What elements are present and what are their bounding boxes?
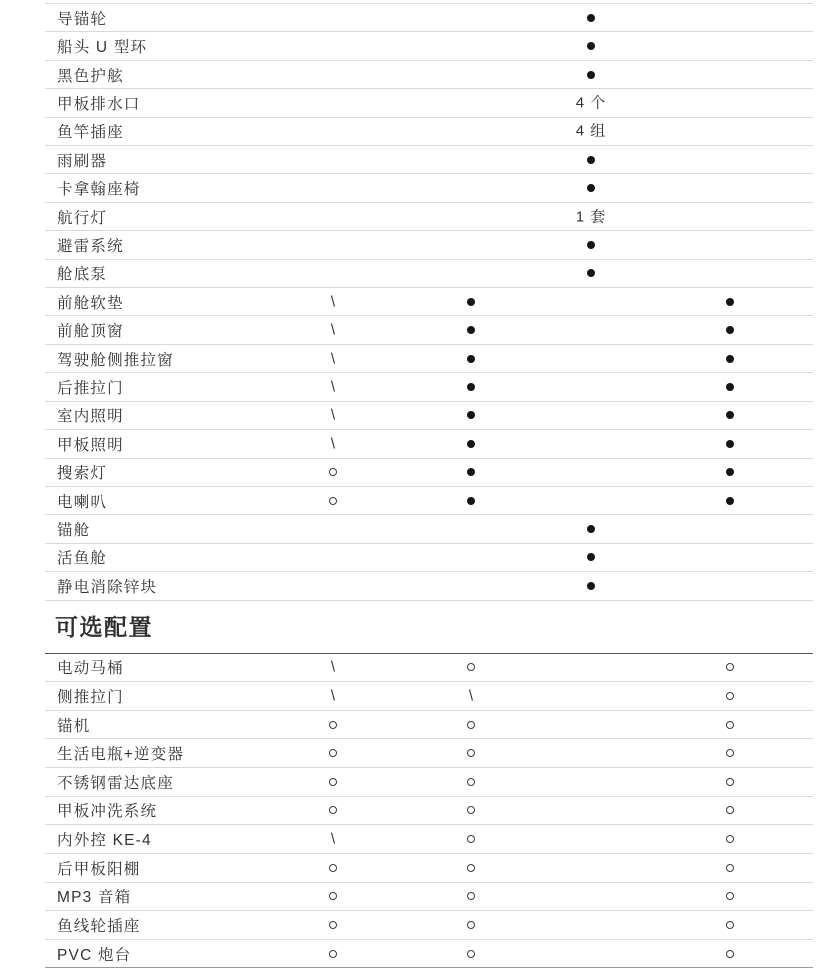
hollow-circle-icon <box>726 806 734 814</box>
filled-dot-icon <box>467 298 475 306</box>
item-label: 电动马桶 <box>57 660 124 678</box>
hollow-circle-icon <box>467 778 475 786</box>
item-label: 甲板排水口 <box>57 95 141 113</box>
hollow-circle-icon <box>467 749 475 757</box>
optional-config-table <box>45 653 813 969</box>
table-row <box>45 32 813 60</box>
spec-sheet <box>45 3 813 968</box>
quantity-value: 4 组 <box>575 122 607 140</box>
item-label: 后推拉门 <box>57 379 124 397</box>
table-row <box>45 515 813 543</box>
hollow-circle-icon <box>726 921 734 929</box>
slash-mark: \ <box>468 687 474 705</box>
filled-dot-icon <box>726 440 734 448</box>
slash-mark: \ <box>330 687 336 705</box>
table-row <box>45 459 813 487</box>
item-label: 后甲板阳棚 <box>57 860 141 878</box>
filled-dot-icon <box>726 468 734 476</box>
filled-dot-icon <box>726 383 734 391</box>
table-row <box>45 288 813 316</box>
item-label: 航行灯 <box>57 209 108 227</box>
table-row <box>45 768 813 797</box>
table-row <box>45 711 813 740</box>
item-label: 鱼竿插座 <box>57 124 124 142</box>
filled-dot-icon <box>467 440 475 448</box>
hollow-circle-icon <box>467 721 475 729</box>
table-row <box>45 61 813 89</box>
hollow-circle-icon <box>329 892 337 900</box>
filled-dot-icon <box>726 298 734 306</box>
quantity-value: 1 套 <box>575 208 607 226</box>
table-row <box>45 797 813 826</box>
filled-dot-icon <box>587 553 595 561</box>
table-row <box>45 940 813 969</box>
filled-dot-icon <box>587 42 595 50</box>
filled-dot-icon <box>587 184 595 192</box>
slash-mark: \ <box>330 350 336 368</box>
slash-mark: \ <box>330 321 336 339</box>
table-row <box>45 883 813 912</box>
item-label: 驾驶舱侧推拉窗 <box>57 351 174 369</box>
table-row <box>45 402 813 430</box>
item-label: 黑色护舷 <box>57 67 124 85</box>
item-label: 导锚轮 <box>57 10 108 28</box>
hollow-circle-icon <box>726 692 734 700</box>
item-label: 鱼线轮插座 <box>57 917 141 935</box>
table-row <box>45 572 813 600</box>
hollow-circle-icon <box>467 892 475 900</box>
hollow-circle-icon <box>467 950 475 958</box>
filled-dot-icon <box>467 383 475 391</box>
table-row <box>45 4 813 32</box>
hollow-circle-icon <box>726 835 734 843</box>
item-label: MP3 音箱 <box>57 889 132 907</box>
filled-dot-icon <box>587 269 595 277</box>
item-label: 内外控 KE-4 <box>57 832 152 850</box>
table-row <box>45 487 813 515</box>
filled-dot-icon <box>467 355 475 363</box>
item-label: 船头 U 型环 <box>57 39 148 57</box>
hollow-circle-icon <box>329 497 337 505</box>
item-label: 前舱软垫 <box>57 294 124 312</box>
slash-mark: \ <box>330 378 336 396</box>
hollow-circle-icon <box>726 778 734 786</box>
table-row <box>45 373 813 401</box>
item-label: 生活电瓶+逆变器 <box>57 746 185 764</box>
slash-mark: \ <box>330 435 336 453</box>
filled-dot-icon <box>587 525 595 533</box>
hollow-circle-icon <box>329 806 337 814</box>
filled-dot-icon <box>587 241 595 249</box>
table-row <box>45 345 813 373</box>
item-label: 室内照明 <box>57 408 124 426</box>
item-label: 活鱼舱 <box>57 550 108 568</box>
item-label: 锚机 <box>57 717 91 735</box>
table-row <box>45 89 813 117</box>
slash-mark: \ <box>330 830 336 848</box>
filled-dot-icon <box>467 497 475 505</box>
table-row <box>45 654 813 683</box>
table-row <box>45 739 813 768</box>
item-label: 侧推拉门 <box>57 688 124 706</box>
hollow-circle-icon <box>726 864 734 872</box>
filled-dot-icon <box>587 582 595 590</box>
item-label: 锚舱 <box>57 522 91 540</box>
table-row <box>45 825 813 854</box>
item-label: 雨刷器 <box>57 152 108 170</box>
hollow-circle-icon <box>726 749 734 757</box>
table-row <box>45 911 813 940</box>
hollow-circle-icon <box>726 892 734 900</box>
item-label: 前舱顶窗 <box>57 323 124 341</box>
item-label: 搜索灯 <box>57 465 108 483</box>
item-label: 不锈钢雷达底座 <box>57 774 174 792</box>
filled-dot-icon <box>726 411 734 419</box>
table-row <box>45 430 813 458</box>
item-label: 电喇叭 <box>57 493 108 511</box>
table-row <box>45 146 813 174</box>
hollow-circle-icon <box>329 749 337 757</box>
filled-dot-icon <box>587 156 595 164</box>
item-label: PVC 炮台 <box>57 946 132 964</box>
hollow-circle-icon <box>467 921 475 929</box>
table-row <box>45 544 813 572</box>
filled-dot-icon <box>726 497 734 505</box>
hollow-circle-icon <box>726 721 734 729</box>
slash-mark: \ <box>330 293 336 311</box>
hollow-circle-icon <box>467 806 475 814</box>
filled-dot-icon <box>467 468 475 476</box>
hollow-circle-icon <box>329 921 337 929</box>
item-label: 甲板冲洗系统 <box>57 803 158 821</box>
hollow-circle-icon <box>329 468 337 476</box>
filled-dot-icon <box>467 326 475 334</box>
table-row <box>45 118 813 146</box>
quantity-value: 4 个 <box>575 94 607 112</box>
filled-dot-icon <box>467 411 475 419</box>
item-label: 静电消除锌块 <box>57 578 158 596</box>
table-row <box>45 203 813 231</box>
slash-mark: \ <box>330 658 336 676</box>
hollow-circle-icon <box>329 721 337 729</box>
hollow-circle-icon <box>329 950 337 958</box>
table-row <box>45 174 813 202</box>
filled-dot-icon <box>587 71 595 79</box>
hollow-circle-icon <box>726 663 734 671</box>
table-row <box>45 316 813 344</box>
table-row <box>45 231 813 259</box>
hollow-circle-icon <box>467 663 475 671</box>
hollow-circle-icon <box>726 950 734 958</box>
table-row <box>45 854 813 883</box>
filled-dot-icon <box>726 326 734 334</box>
optional-config-heading: 可选配置 <box>55 613 153 640</box>
filled-dot-icon <box>587 14 595 22</box>
item-label: 卡拿翰座椅 <box>57 181 141 199</box>
hollow-circle-icon <box>467 835 475 843</box>
item-label: 避雷系统 <box>57 237 124 255</box>
table-row <box>45 682 813 711</box>
table-row <box>45 260 813 288</box>
hollow-circle-icon <box>329 778 337 786</box>
item-label: 舱底泵 <box>57 266 108 284</box>
item-label: 甲板照明 <box>57 436 124 454</box>
slash-mark: \ <box>330 406 336 424</box>
filled-dot-icon <box>726 355 734 363</box>
standard-config-table <box>45 3 813 601</box>
hollow-circle-icon <box>329 864 337 872</box>
hollow-circle-icon <box>467 864 475 872</box>
